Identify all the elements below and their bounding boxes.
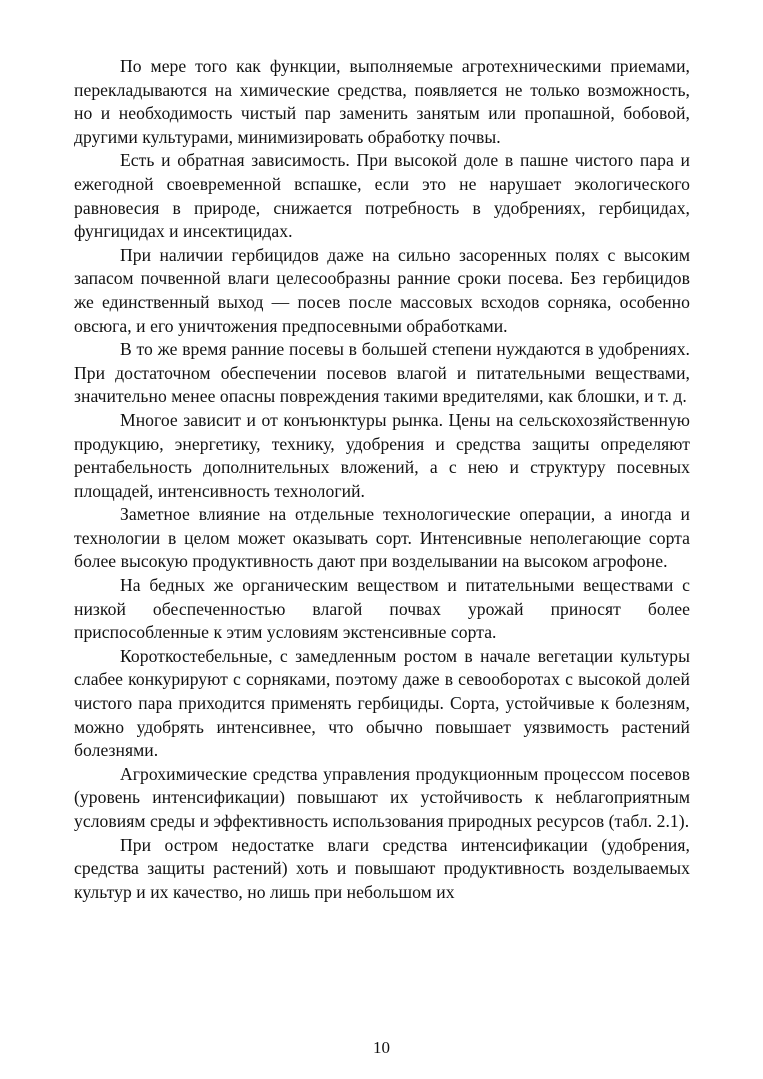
paragraph-5: Многое зависит и от конъюнктуры рынка. Цены на сельскохозяйственную продукцию, энергетику, технику, удобрения и средства защиты определяют рентабельность дополнительных вложений, а с нею и структуру посевных площадей, интенсивность технологий. bbox=[74, 409, 690, 501]
paragraph-9: Агрохимические средства управления продукционным процессом посевов (уровень интенсификации) повышают их устойчивость к неблагоприятным условиям среды и эффективность использования природных ресурсов (табл. 2.1). bbox=[74, 763, 690, 831]
page-number: 10 bbox=[373, 1038, 390, 1057]
paragraph-1: По мере того как функции, выполняемые агротехническими приемами, перекладываются на химические средства, появляется не только возможность, но и необходимость чистый пар заменить занятым или пропашной, бобовой, другими культурами, минимизировать обработку почвы. bbox=[74, 56, 690, 147]
paragraph-10: При остром недостатке влаги средства интенсификации (удобрения, средства защиты растений) хоть и повышают продуктивность возделываемых культур и их качество, но лишь при небольшом их bbox=[74, 834, 690, 902]
paragraph-2: Есть и обратная зависимость. При высокой доле в пашне чистого пара и ежегодной своевременной вспашке, если это не нарушает экологического равновесия в природе, снижается потребность в удобрениях, гербицидах, фунгицидах и инсектицидах. bbox=[74, 150, 690, 242]
paragraph-8: Короткостебельные, с замедленным ростом в начале вегетации культуры слабее конкурируют с сорняками, поэтому даже в севооборотах с высокой долей чистого пара приходится применять гербициды. Сорта, устойчивые к болезням, можно удобрять интенсивнее, что обычно повышает уязвимость растений болезнями. bbox=[74, 645, 690, 761]
paragraph-4: В то же время ранние посевы в большей степени нуждаются в удобрениях. При достаточном обеспечении посевов влагой и питательными веществами, значительно менее опасны повреждения такими вредителями, как блошки, и т. д. bbox=[74, 339, 690, 407]
paragraph-3: При наличии гербицидов даже на сильно засоренных полях с высоким запасом почвенной влаги целесообразны ранние сроки посева. Без гербицидов же единственный выход — посев после массовых всходов сорняка, особенно овсюга, и его уничтожения предпосевными обработками. bbox=[74, 244, 690, 336]
page-body bbox=[74, 55, 690, 904]
paragraph-6: Заметное влияние на отдельные технологические операции, а иногда и технологии в целом может оказывать сорт. Интенсивные неполегающие сорта более высокую продуктивность дают при возделывании на высоком агрофоне. bbox=[74, 504, 690, 572]
paragraph-7: На бедных же органическим веществом и питательными веществами с низкой обеспеченностью влагой почвах урожай приносят более приспособленные к этим условиям экстенсивные сорта. bbox=[74, 575, 690, 643]
